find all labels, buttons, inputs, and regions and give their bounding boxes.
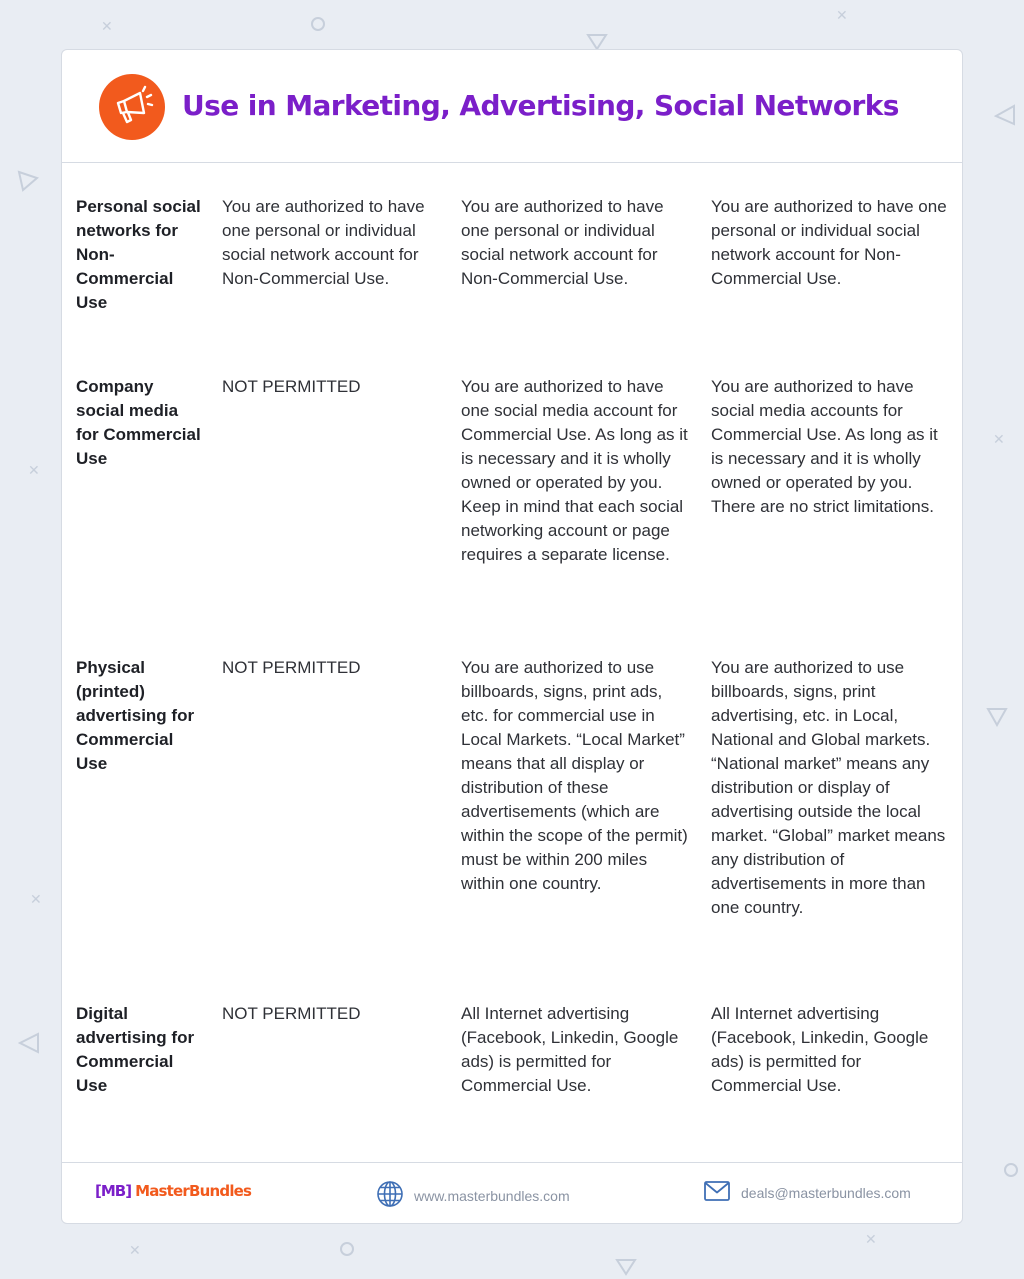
decor-triangle (17, 170, 39, 192)
row-label: Personal social networks for Non-Commercial Use (76, 197, 201, 312)
row-label: Physical (printed) advertising for Commercial Use (76, 658, 195, 773)
decor-cross: ✕ (865, 1232, 877, 1248)
card-footer (62, 1162, 962, 1223)
table-cell: NOT PERMITTED (222, 1004, 361, 1023)
table-cell: You are authorized to use billboards, signs, print ads, etc. for commercial use in Local Markets. “Local Market” means that all display or distribution of these advertisements (which are within the scope of the permit) must be within 200 miles within one country. (461, 658, 688, 893)
decor-cross: ✕ (836, 8, 848, 24)
page-title: Use in Marketing, Advertising, Social Networks (182, 89, 899, 122)
table-cell: You are authorized to use billboards, signs, print advertising, etc. in Local, National and Global markets. “National market” means any distribution or display of advertising outside the local market. “Global” market means any distribution of advertisements in more than one country. (711, 658, 946, 917)
decor-circle (1004, 1163, 1018, 1177)
globe-icon (376, 1180, 404, 1211)
website-link[interactable] (376, 1180, 570, 1211)
decor-triangle (986, 707, 1008, 727)
table-cell: All Internet advertising (Facebook, Linkedin, Google ads) is permitted for Commercial Use. (461, 1004, 679, 1095)
table-cell: NOT PERMITTED (222, 658, 361, 677)
brand-mark: [MB] (95, 1182, 132, 1200)
table-cell: You are authorized to have one personal or individual social network account for Non-Commercial Use. (461, 197, 664, 288)
table-cell: You are authorized to have one personal or individual social network account for Non-Commercial Use. (222, 197, 425, 288)
website-url: www.masterbundles.com (414, 1187, 570, 1204)
decor-cross: ✕ (30, 892, 42, 908)
table-cell: NOT PERMITTED (222, 377, 361, 396)
row-label: Digital advertising for Commercial Use (76, 1004, 195, 1095)
decor-cross: ✕ (101, 19, 113, 35)
decor-triangle (994, 104, 1016, 126)
megaphone-icon (99, 74, 165, 140)
envelope-icon (703, 1180, 731, 1205)
decor-circle (311, 17, 325, 31)
card-header (62, 50, 962, 163)
table-cell: All Internet advertising (Facebook, Linkedin, Google ads) is permitted for Commercial Use. (711, 1004, 929, 1095)
decor-cross: ✕ (129, 1243, 141, 1259)
decor-circle (340, 1242, 354, 1256)
brand-name: MasterBundles (135, 1182, 252, 1200)
license-card (61, 49, 963, 1224)
table-cell: You are authorized to have one personal or individual social network account for Non-Commercial Use. (711, 197, 947, 288)
decor-triangle (18, 1032, 40, 1054)
email-address: deals@masterbundles.com (741, 1184, 911, 1201)
table-cell: You are authorized to have one social media account for Commercial Use. As long as it is necessary and it is wholly owned or operated by you. Keep in mind that each social networking account or page requires a separate license. (461, 377, 688, 564)
decor-cross: ✕ (28, 463, 40, 479)
brand-logo[interactable] (95, 1182, 251, 1200)
decor-triangle (615, 1258, 637, 1276)
email-link[interactable] (703, 1180, 911, 1205)
row-label: Company social media for Commercial Use (76, 377, 201, 468)
table-cell: You are authorized to have social media accounts for Commercial Use. As long as it is necessary and it is wholly owned or operated by you. There are no strict limitations. (711, 377, 938, 516)
decor-cross: ✕ (993, 432, 1005, 448)
